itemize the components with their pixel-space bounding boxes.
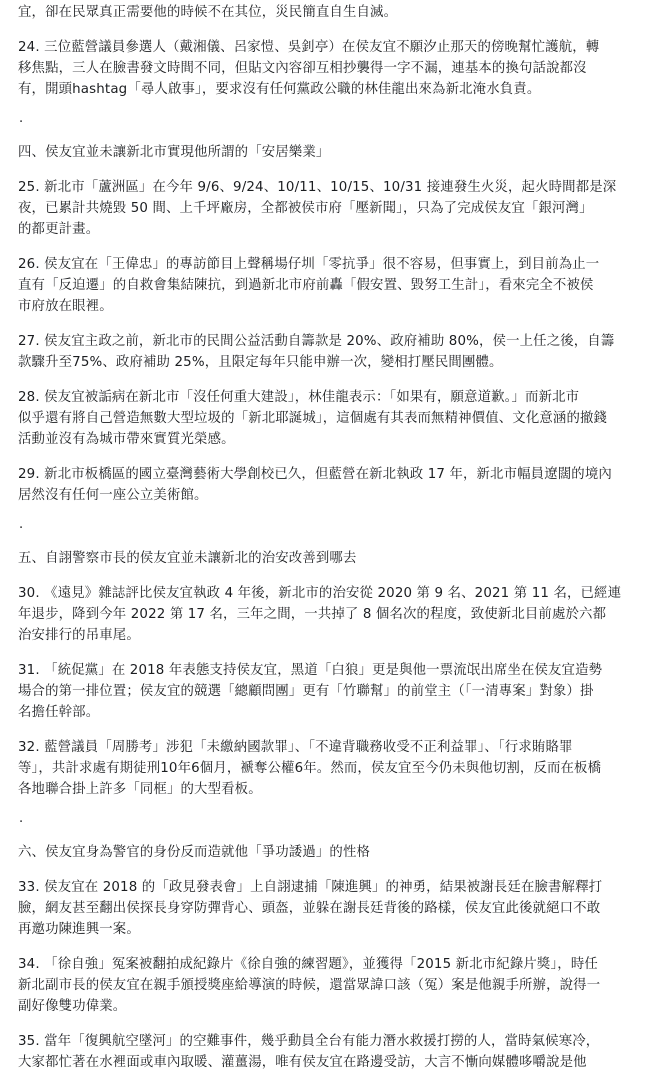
paragraph-line: 再邀功陳進興一案。 xyxy=(18,922,140,937)
section-title: 五、自詡警察市長的侯友宜並未讓新北的治安改善到哪去 xyxy=(18,551,357,566)
paragraph-line: 居然沒有任何一座公立美術館。 xyxy=(18,488,208,503)
item-30 xyxy=(18,583,636,646)
intro-paragraph xyxy=(18,2,636,23)
paragraph-line: 35. 當年「復興航空墜河」的空難事件，幾乎動員全台有能力潛水救援打撈的人，當時氣候寒冷， xyxy=(18,1034,600,1049)
paragraph-line: 等」，共計求處有期徒刑10年6個月，褫奪公權6年。然而，侯友宜至今仍未與他切割，反而在板橋 xyxy=(18,761,602,776)
item-28 xyxy=(18,387,636,450)
paragraph-line: 新北副市長的侯友宜在親手頒授獎座給導演的時候，還當眾諱口該（冤）案是他親手所辦，說得一 xyxy=(18,978,601,993)
item-25 xyxy=(18,177,636,240)
paragraph-line: 治安排行的吊車尾。 xyxy=(18,628,140,643)
paragraph-line: 名擔任幹部。 xyxy=(18,705,100,720)
item-31 xyxy=(18,660,636,723)
section-title: 四、侯友宜並未讓新北市實現他所謂的「安居樂業」 xyxy=(18,145,330,160)
paragraph-line: 宜，卻在民眾真正需要他的時候不在其位，災民簡直自生自滅。 xyxy=(18,5,398,20)
section-heading-4 xyxy=(18,142,636,163)
paragraph-line: 29. 新北市板橋區的國立臺灣藝術大學創校已久，但藍營在新北執政 17 年，新北市幅員遼闊的境內 xyxy=(18,467,612,482)
section-heading-6 xyxy=(18,842,636,863)
paragraph-line: 似乎還有將自己營造無數大型垃圾的「新北耶誕城」，這個處有其表而無精神價值、文化意涵的撤錢 xyxy=(18,411,608,426)
paragraph-line: 27. 侯友宜主政之前，新北市的民間公益活動自籌款是 20%、政府補助 80%，侯一上任之後，自籌 xyxy=(18,334,615,349)
item-24 xyxy=(18,37,636,100)
section-title: 六、侯友宜身為警官的身份反而造就他「爭功諉過」的性格 xyxy=(18,845,371,860)
paragraph-line: 副好像雙功偉業。 xyxy=(18,999,127,1014)
paragraph-line: 臉，網友甚至翻出侯探長身穿防彈背心、頭盔，並躲在謝長廷背後的路樣，侯友宜此後就絕口不敢 xyxy=(18,901,601,916)
paragraph-line: 款驟升至75%、政府補助 25%，且限定每年只能申辦一次，變相打壓民間團體。 xyxy=(18,355,503,370)
paragraph-line: 33. 侯友宜在 2018 的「政見發表會」上自詡逮捕「陳進興」的神勇，結果被謝長廷在臉書解釋打 xyxy=(18,880,603,895)
paragraph-line: 場合的第一排位置；侯友宜的競選「總顧問團」更有「竹聯幫」的前堂主（「一清專案」對象）掛 xyxy=(18,684,594,699)
paragraph-line: 大家都忙著在水裡面或車內取暖、灌薑湯，唯有侯友宜在路邊受訪，大言不慚向媒體哆嚼說是他 xyxy=(18,1055,587,1070)
item-35 xyxy=(18,1031,636,1073)
paragraph-line: 24. 三位藍營議員參選人（戴湘儀、呂家愷、吳釗亭）在侯友宜不願汐止那天的傍晚幫忙護航，轉 xyxy=(18,40,600,55)
item-27 xyxy=(18,331,636,373)
paragraph-line: 活動並沒有為城市帶來實質光榮感。 xyxy=(18,432,235,447)
paragraph-line: 31. 「統促黨」在 2018 年表態支持侯友宜，黑道「白狼」更是與他一票流氓出席坐在侯友宜造勢 xyxy=(18,663,603,678)
paragraph-line: 28. 侯友宜被詬病在新北市「沒任何重大建設」，林佳龍表示：「如果有，願意道歉。」而新北市 xyxy=(18,390,580,405)
item-29 xyxy=(18,464,636,506)
paragraph-line: 移焦點，三人在臉書發文時間不同，但貼文內容卻互相抄襲得一字不漏，連基本的換句話說都沒 xyxy=(18,61,587,76)
paragraph-line: 30. 《遠見》雜誌評比侯友宜執政 4 年後，新北市的治安從 2020 第 9 名、2021 第 11 名，已經連 xyxy=(18,586,622,601)
paragraph-line: 夜，已累計共燒毀 50 間、上千坪廠房，全都被侯市府「壓新聞」，只為了完成侯友宜「銀河灣」 xyxy=(18,201,593,216)
dot-text: . xyxy=(19,517,24,532)
paragraph-line: 各地聯合掛上許多「同框」的大型看板。 xyxy=(18,782,262,797)
dot-separator xyxy=(18,517,636,534)
dot-text: . xyxy=(19,811,24,826)
paragraph-line: 34. 「徐自強」冤案被翻拍成紀錄片《徐自強的練習題》，並獲得「2015 新北市紀錄片獎」，時任 xyxy=(18,957,598,972)
paragraph-line: 26. 侯友宜在「王偉忠」的專訪節目上聲稱場仔圳「零抗爭」很不容易，但事實上，到目前為止一 xyxy=(18,257,600,272)
paragraph-line: 32. 藍營議員「周勝考」涉犯「未繳納國款罪」、「不違背職務收受不正利益罪」、「行求賄賂罪 xyxy=(18,740,573,755)
item-34 xyxy=(18,954,636,1017)
paragraph-line: 有，開頭hashtag「尋人啟事」，要求沒有任何黨政公職的林佳龍出來為新北淹水負責。 xyxy=(18,82,541,97)
paragraph-line: 的都更計畫。 xyxy=(18,222,100,237)
paragraph-line: 市府放在眼裡。 xyxy=(18,299,113,314)
dot-text: . xyxy=(19,111,24,126)
item-33 xyxy=(18,877,636,940)
paragraph-line: 直有「反迫遷」的自救會集結陳抗，到過新北市府前轟「假安置、毀努工生計」，看來完全不被侯 xyxy=(18,278,594,293)
paragraph-line: 年退步，降到今年 2022 第 17 名，三年之間，一共掉了 8 個名次的程度，致使新北目前處於六都 xyxy=(18,607,607,622)
dot-separator xyxy=(18,111,636,128)
dot-separator xyxy=(18,811,636,828)
item-32 xyxy=(18,737,636,800)
paragraph-line: 25. 新北市「蘆洲區」在今年 9/6、9/24、10/11、10/15、10/31 接連發生火災，起火時間都是深 xyxy=(18,180,617,195)
item-26 xyxy=(18,254,636,317)
section-heading-5 xyxy=(18,548,636,569)
